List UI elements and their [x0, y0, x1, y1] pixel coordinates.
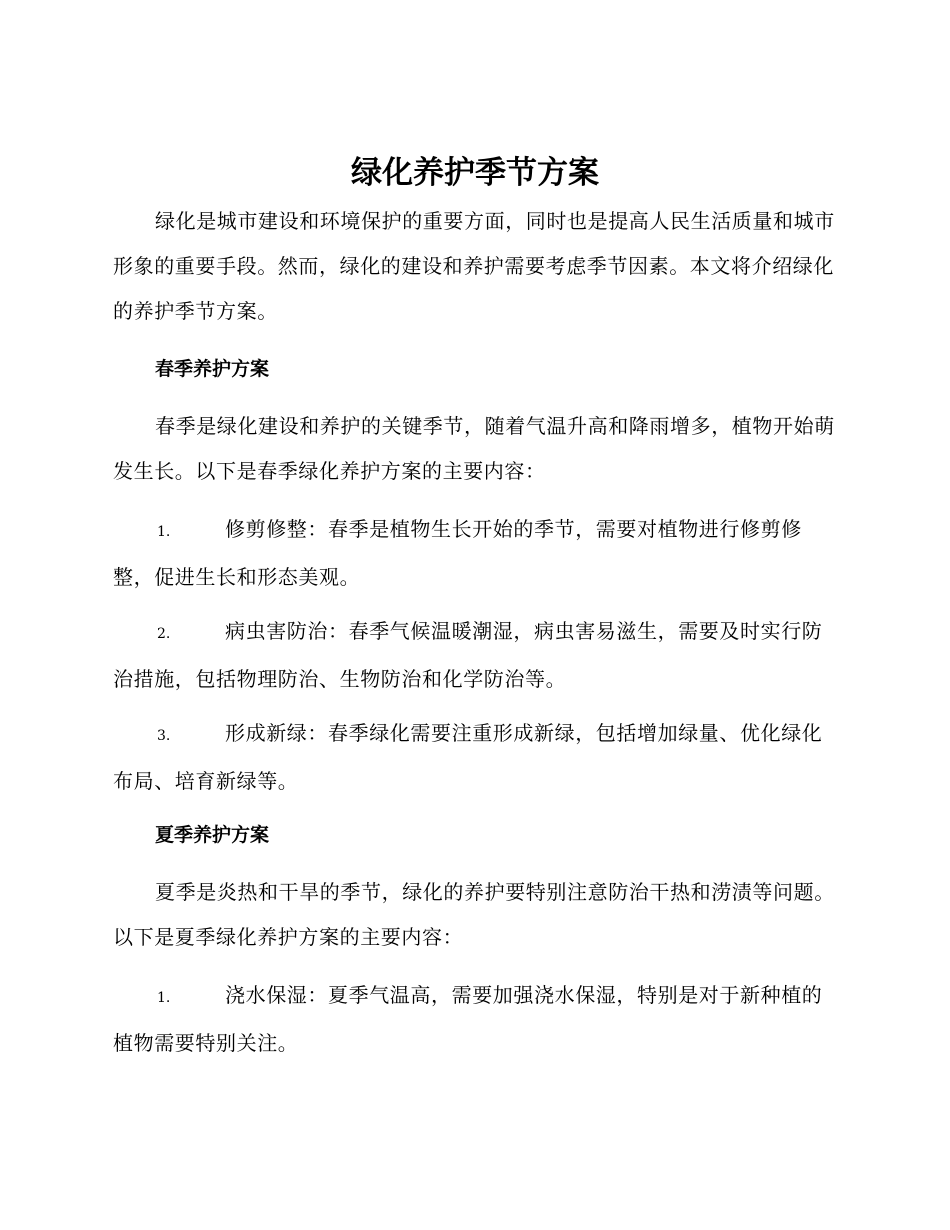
summer-list-item-1 — [113, 973, 835, 1066]
spring-list-item-1 — [113, 507, 835, 600]
summer-heading: 夏季养护方案 — [155, 824, 270, 846]
intro-paragraph: 绿化是城市建设和环境保护的重要方面，同时也是提高人民生活质量和城市形象的重要手段。然而，绿化的建设和养护需要考虑季节因素。本文将介绍绿化的养护季节方案。 — [113, 209, 835, 323]
spring-heading: 春季养护方案 — [155, 358, 270, 380]
spring-intro-paragraph: 春季是绿化建设和养护的关键季节，随着气温升高和降雨增多，植物开始萌发生长。以下是春季绿化养护方案的主要内容： — [113, 414, 835, 483]
summer-intro-paragraph: 夏季是炎热和干旱的季节，绿化的养护要特别注意防治干热和涝渍等问题。以下是夏季绿化养护方案的主要内容： — [113, 880, 835, 949]
list-number: 1. — [157, 524, 171, 540]
list-number: 1. — [157, 990, 171, 1006]
spring-list-item-3 — [113, 711, 835, 804]
list-item-text: 浇水保湿：夏季气温高，需要加强浇水保湿，特别是对于新种植的植物需要特别关注。 — [113, 983, 823, 1055]
list-item-text: 形成新绿：春季绿化需要注重形成新绿，包括增加绿量、优化绿化布局、培育新绿等。 — [113, 721, 823, 793]
list-item-text: 病虫害防治：春季气候温暖潮湿，病虫害易滋生，需要及时实行防治措施，包括物理防治、生物防治和化学防治等。 — [113, 619, 823, 691]
spring-list-item-2 — [113, 609, 835, 702]
document-title: 绿化养护季节方案 — [351, 155, 599, 191]
list-number: 2. — [157, 626, 171, 642]
list-item-text: 修剪修整：春季是植物生长开始的季节，需要对植物进行修剪修整，促进生长和形态美观。 — [113, 517, 802, 589]
list-number: 3. — [157, 728, 171, 744]
